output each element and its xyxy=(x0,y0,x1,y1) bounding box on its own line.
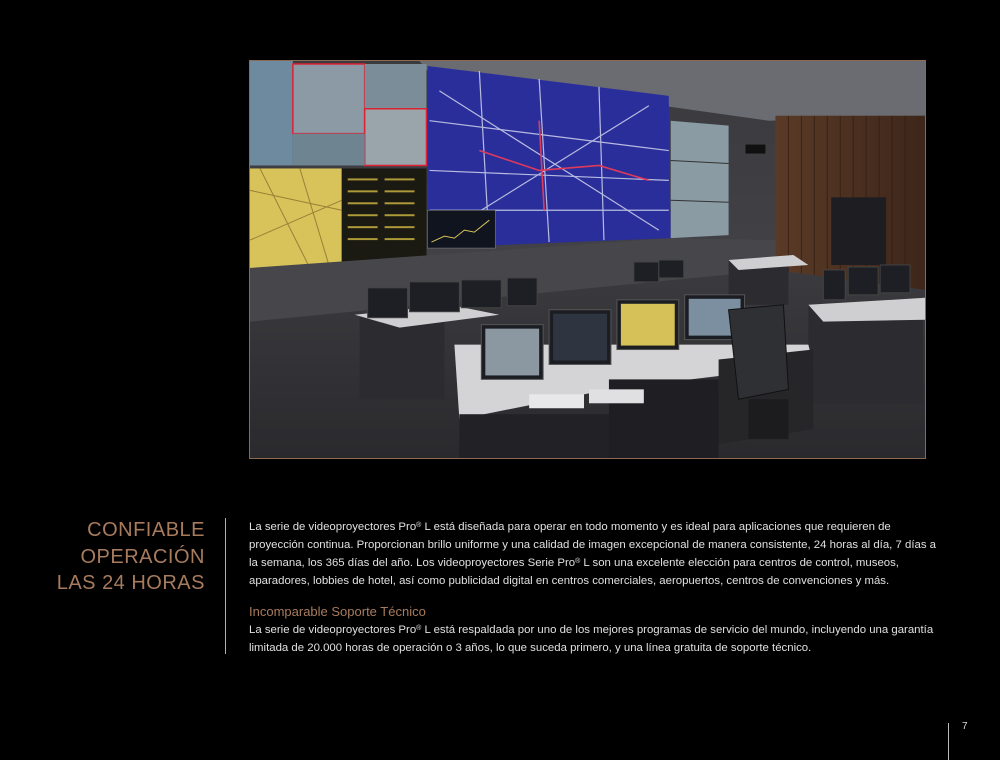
control-room-photo xyxy=(249,60,926,459)
intro-paragraph: La serie de videoproyectores Pro® L está diseñada para operar en todo momento y es ideal para aplicaciones que requieren de proyección continua. Proporcionan brillo uniforme y una calidad de imagen excepcional de manera consistente, 24 horas al día, 7 días a la semana, los 365 días del año. Los videoproyectores Serie Pro® L son una excelente elección para centros de control, museos, aparadores, lobbies de hotel, así como publicidad digital en centros comerciales, aeropuertos, centros de convenciones y más. xyxy=(249,521,937,587)
page-number: 7 xyxy=(962,721,968,732)
support-paragraph: La serie de videoproyectores Pro® L está respaldada por uno de los mejores programas de servicio del mundo, incluyendo una garantía limitada de 20.000 horas de operación o 3 años, lo que suceda primero, y una línea gratuita de soporte técnico. xyxy=(249,624,934,654)
heading-line-2: OPERACIÓN xyxy=(80,545,205,568)
section-heading xyxy=(57,517,205,597)
page-number-divider xyxy=(948,723,949,760)
heading-line-3: LAS 24 HORAS xyxy=(56,572,205,594)
divider-line xyxy=(225,518,226,654)
support-subheading: Incomparable Soporte Técnico xyxy=(249,604,426,619)
heading-line-1: CONFIABLE xyxy=(87,519,205,541)
body-text xyxy=(249,518,939,657)
control-room-illustration xyxy=(250,61,925,458)
